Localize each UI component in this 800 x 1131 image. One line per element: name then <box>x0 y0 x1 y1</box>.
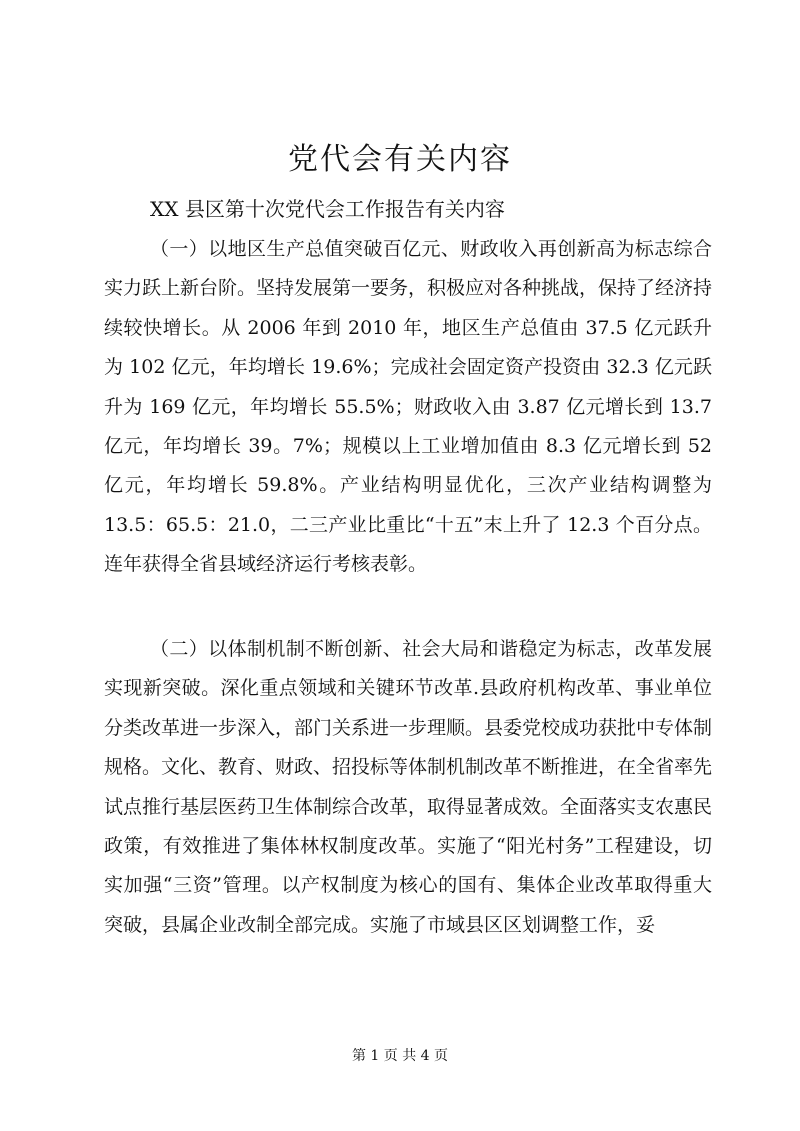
paragraph-economic-growth: （一）以地区生产总值突破百亿元、财政收入再创新高为标志综合实力跃上新台阶。坚持发展第一要务，积极应对各种挑战，保持了经济持续较快增长。从 2006 年到 2010 年，地区生产总值由 37.5 亿元跃升为 102 亿元，年均增长 19.6%；完成社会固定资产投资由 32.3 亿元跃升为 169 亿元，年均增长 55.5%；财政收入由 3.87 亿元增长到 13.7 亿元，年均增长 39。7%；规模以上工业增加值由 8.3 亿元增长到 52 亿元，年均增长 59.8%。产业结构明显优化，三次产业结构调整为 13.5：65.5：21.0，二三产业比重比“十五”末上升了 12.3 个百分点。连年获得全省县域经济运行考核表彰。 <box>104 238 713 576</box>
paragraph-institutional-reform: （二）以体制机制不断创新、社会大局和谐稳定为标志，改革发展实现新突破。深化重点领域和关键环节改革.县政府机构改革、事业单位分类改革进一步深入，部门关系进一步理顺。县委党校成功获批中专体制规格。文化、教育、财政、招投标等体制机制改革不断推进，在全省率先试点推行基层医药卫生体制综合改革，取得显著成效。全面落实支农惠民政策，有效推进了集体林权制度改革。实施了“阳光村务”工程建设，切实加强“三资”管理。以产权制度为核心的国有、集体企业改革取得重大突破，县属企业改制全部完成。实施了市域县区区划调整工作，妥 <box>104 638 713 936</box>
page-footer: 第 1 页 共 4 页 <box>351 1048 449 1064</box>
document-subtitle: XX 县区第十次党代会工作报告有关内容 <box>150 197 505 221</box>
document-title: 党代会有关内容 <box>288 142 512 177</box>
